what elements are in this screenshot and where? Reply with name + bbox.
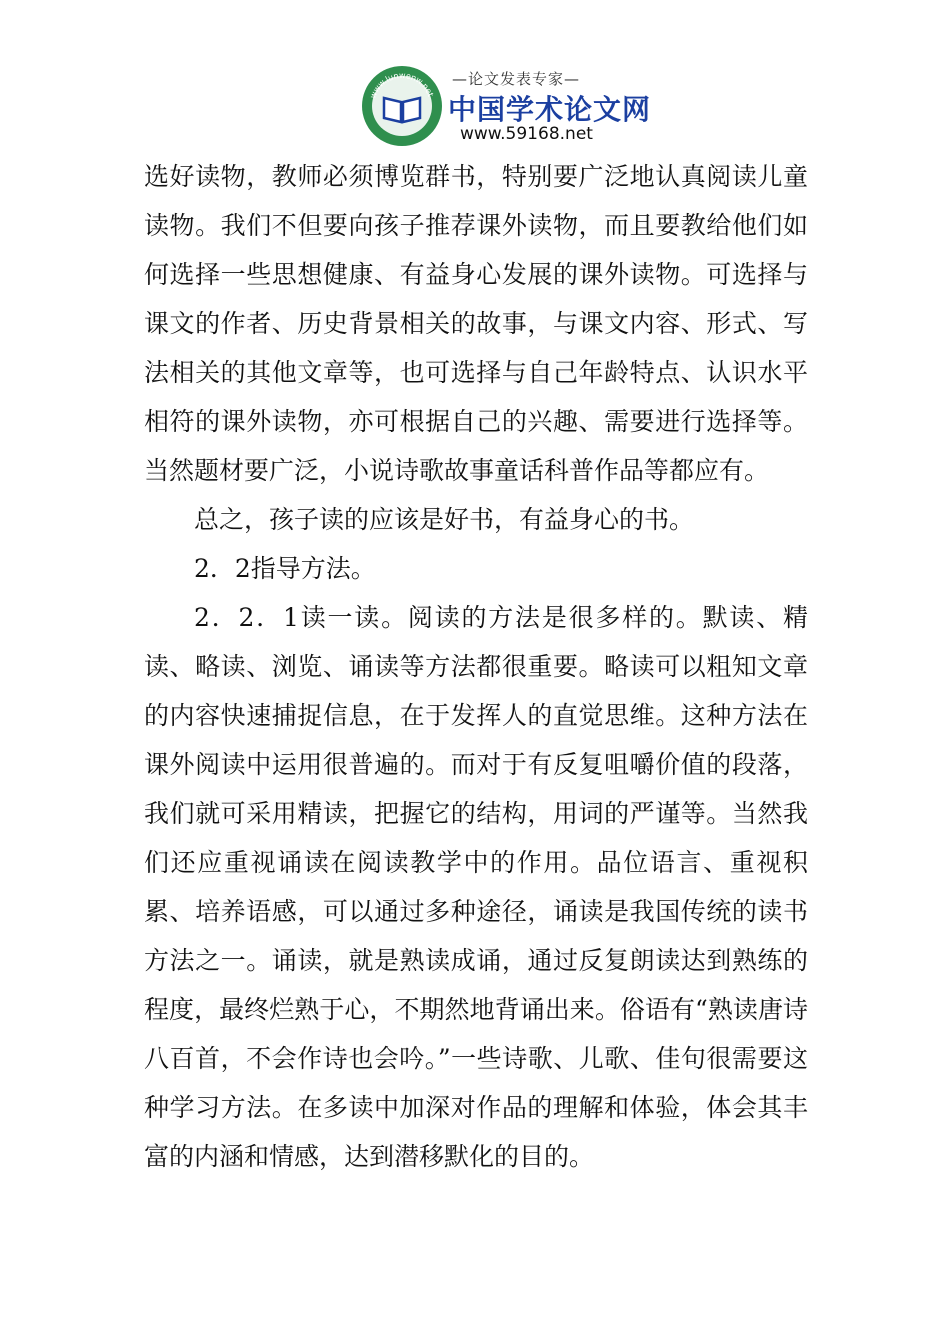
logo-site-name: 中国学术论文网 [448, 93, 652, 126]
book-icon [384, 98, 420, 122]
paragraph-1: 选好读物，教师必须博览群书，特别要广泛地认真阅读儿童读物。我们不但要向孩子推荐课外读物，而且要教给他们如何选择一些思想健康、有益身心发展的课外读物。可选择与课文的作者、历史背景相关的故事，与课文内容、形式、写法相关的其他文章等，也可选择与自己年龄特点、认识水平相符的课外读物，亦可根据自己的兴趣、需要进行选择等。当然题材要广泛，小说诗歌故事童话科普作品等都应有。 [144, 162, 808, 485]
section-heading: 2．2指导方法。 [194, 554, 376, 583]
emblem-icon [360, 64, 444, 148]
logo-url: www.59168.net [460, 124, 593, 144]
paragraph-4: 2．2．1读一读。阅读的方法是很多样的。默读、精读、略读、浏览、诵读等方法都很重要。略读可以粗知文章的内容快速捕捉信息，在于发挥人的直觉思维。这种方法在课外阅读中运用很普遍的。而对于有反复咀嚼价值的段落，我们就可采用精读，把握它的结构，用词的严谨等。当然我们还应重视诵读在阅读教学中的作用。品位语言、重视积累、培养语感，可以通过多种途径，诵读是我国传统的读书方法之一。诵读，就是熟读成诵，通过反复朗读达到熟练的程度，最终烂熟于心，不期然地背诵出来。俗语有“熟读唐诗八百首，不会作诗也会吟。”一些诗歌、儿歌、佳句很需要这种学习方法。在多读中加深对作品的理解和体验，体会其丰富的内涵和情感，达到潜移默化的目的。 [144, 603, 808, 1171]
emblem-text: www.lunwenw.net [368, 70, 436, 100]
paragraph-2: 总之，孩子读的应该是好书，有益身心的书。 [194, 505, 695, 534]
logo-tagline: —论文发表专家— [452, 70, 581, 88]
document-body [144, 152, 808, 1181]
site-logo [360, 64, 652, 144]
